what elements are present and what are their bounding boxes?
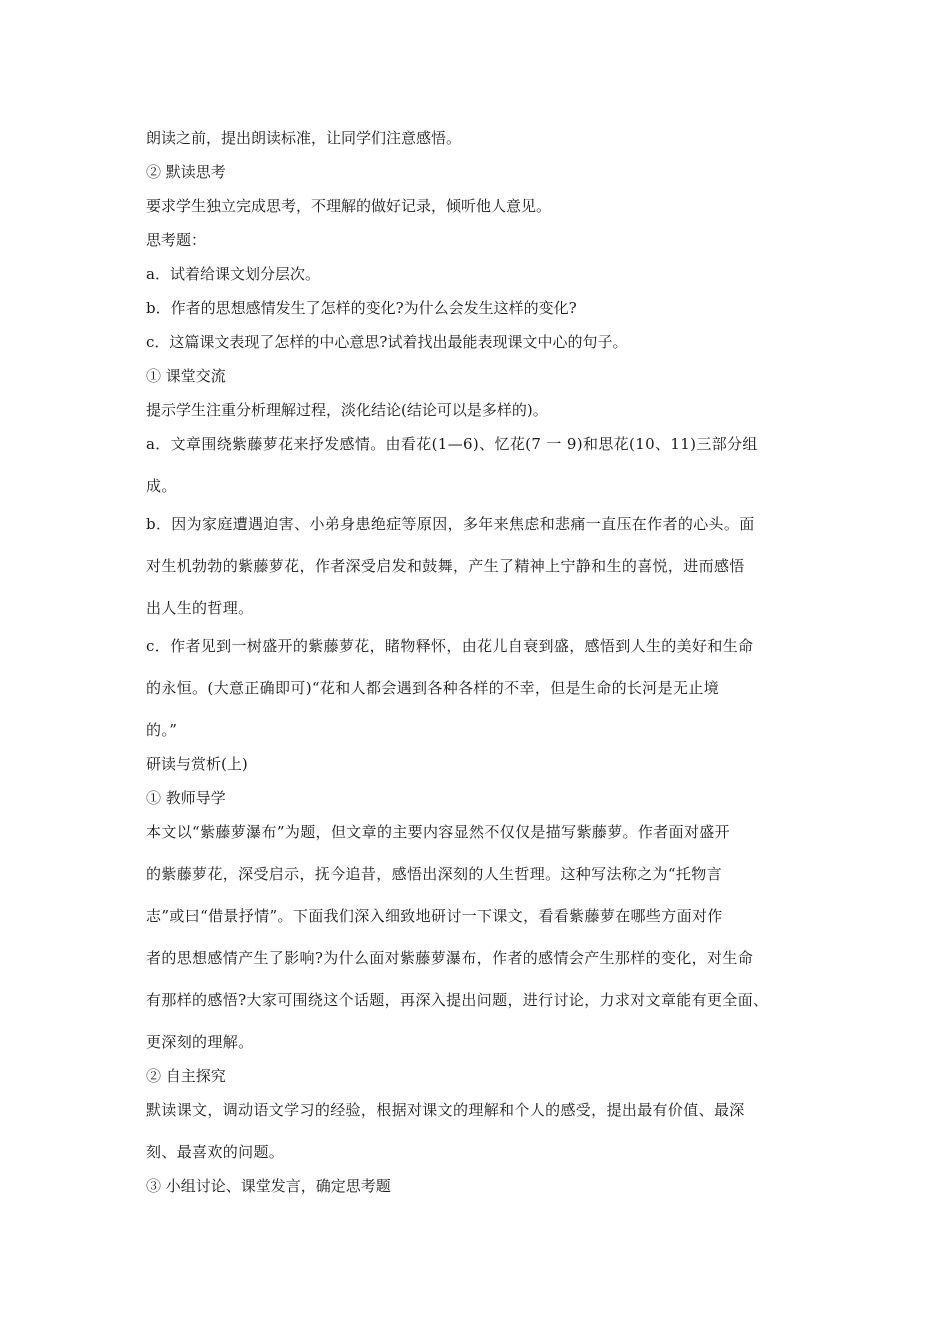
- answer-b-line-3: 出人生的哲理。: [146, 599, 254, 617]
- heading-self-exploration: ② 自主探究: [146, 1067, 226, 1085]
- answer-c-line-3: 的。”: [146, 721, 178, 739]
- label-questions: 思考题：: [146, 231, 207, 249]
- question-b: b．作者的思想感情发生了怎样的变化?为什么会发生这样的变化?: [146, 299, 577, 317]
- teacher-guide-line-5: 有那样的感悟?大家可围绕这个话题，再深入提出问题，进行讨论，力求对文章能有更全面、: [146, 991, 769, 1009]
- document-page: [146, 121, 826, 1203]
- paragraph-independent-thinking: 要求学生独立完成思考，不理解的做好记录，倾听他人意见。: [146, 197, 552, 215]
- paragraph-teacher-guide: [146, 811, 826, 1063]
- heading-group-discussion: ③ 小组讨论、课堂发言，确定思考题: [146, 1177, 391, 1195]
- teacher-guide-line-1: 本文以“紫藤萝瀑布”为题，但文章的主要内容显然不仅仅是描写紫藤萝。作者面对盛开: [146, 823, 730, 841]
- answer-c-line-2: 的永恒。(大意正确即可)“花和人都会遇到各种各样的不幸，但是生命的长河是无止境: [146, 679, 720, 697]
- answer-c-line-1: c．作者见到一树盛开的紫藤萝花，睹物释怀，由花儿自衰到盛，感悟到人生的美好和生命: [146, 637, 754, 655]
- heading-silent-reading: ② 默读思考: [146, 163, 226, 181]
- answer-c: [146, 625, 826, 751]
- paragraph-reading-standard: 朗读之前，提出朗读标准，让同学们注意感悟。: [146, 129, 462, 147]
- teacher-guide-line-4: 者的思想感情产生了影响?为什么面对紫藤萝瀑布，作者的感情会产生那样的变化，对生命: [146, 949, 754, 967]
- teacher-guide-line-2: 的紫藤萝花，深受启示，抚今追昔，感悟出深刻的人生哲理。这种写法称之为“托物言: [146, 865, 722, 883]
- paragraph-hint: 提示学生注重分析理解过程，淡化结论(结论可以是多样的)。: [146, 401, 548, 419]
- answer-a: [146, 423, 826, 507]
- question-a: a．试着给课文划分层次。: [146, 265, 320, 283]
- self-exploration-line-2: 刻、最喜欢的问题。: [146, 1143, 285, 1161]
- question-c: c．这篇课文表现了怎样的中心意思?试着找出最能表现课文中心的句子。: [146, 333, 628, 351]
- heading-study-analysis: 研读与赏析(上): [146, 755, 248, 773]
- answer-a-line-1: a．文章围绕紫藤萝花来抒发感情。由看花(1—6)、忆花(7 一 9)和思花(10、11)三部分组: [146, 435, 758, 453]
- answer-b-line-2: 对生机勃勃的紫藤萝花，作者深受启发和鼓舞，产生了精神上宁静和生的喜悦，进而感悟: [146, 557, 745, 575]
- answer-b-line-1: b．因为家庭遭遇迫害、小弟身患绝症等原因，多年来焦虑和悲痛一直压在作者的心头。面: [146, 515, 755, 533]
- heading-class-exchange: ① 课堂交流: [146, 367, 226, 385]
- self-exploration-line-1: 默读课文，调动语文学习的经验，根据对课文的理解和个人的感受，提出最有价值、最深: [146, 1101, 745, 1119]
- answer-a-line-2: 成。: [146, 477, 177, 495]
- teacher-guide-line-6: 更深刻的理解。: [146, 1033, 254, 1051]
- answer-b: [146, 503, 826, 629]
- paragraph-self-exploration: [146, 1089, 826, 1173]
- heading-teacher-guide: ① 教师导学: [146, 789, 226, 807]
- teacher-guide-line-3: 志”或曰“借景抒情”。下面我们深入细致地研讨一下课文，看看紫藤萝在哪些方面对作: [146, 907, 723, 925]
